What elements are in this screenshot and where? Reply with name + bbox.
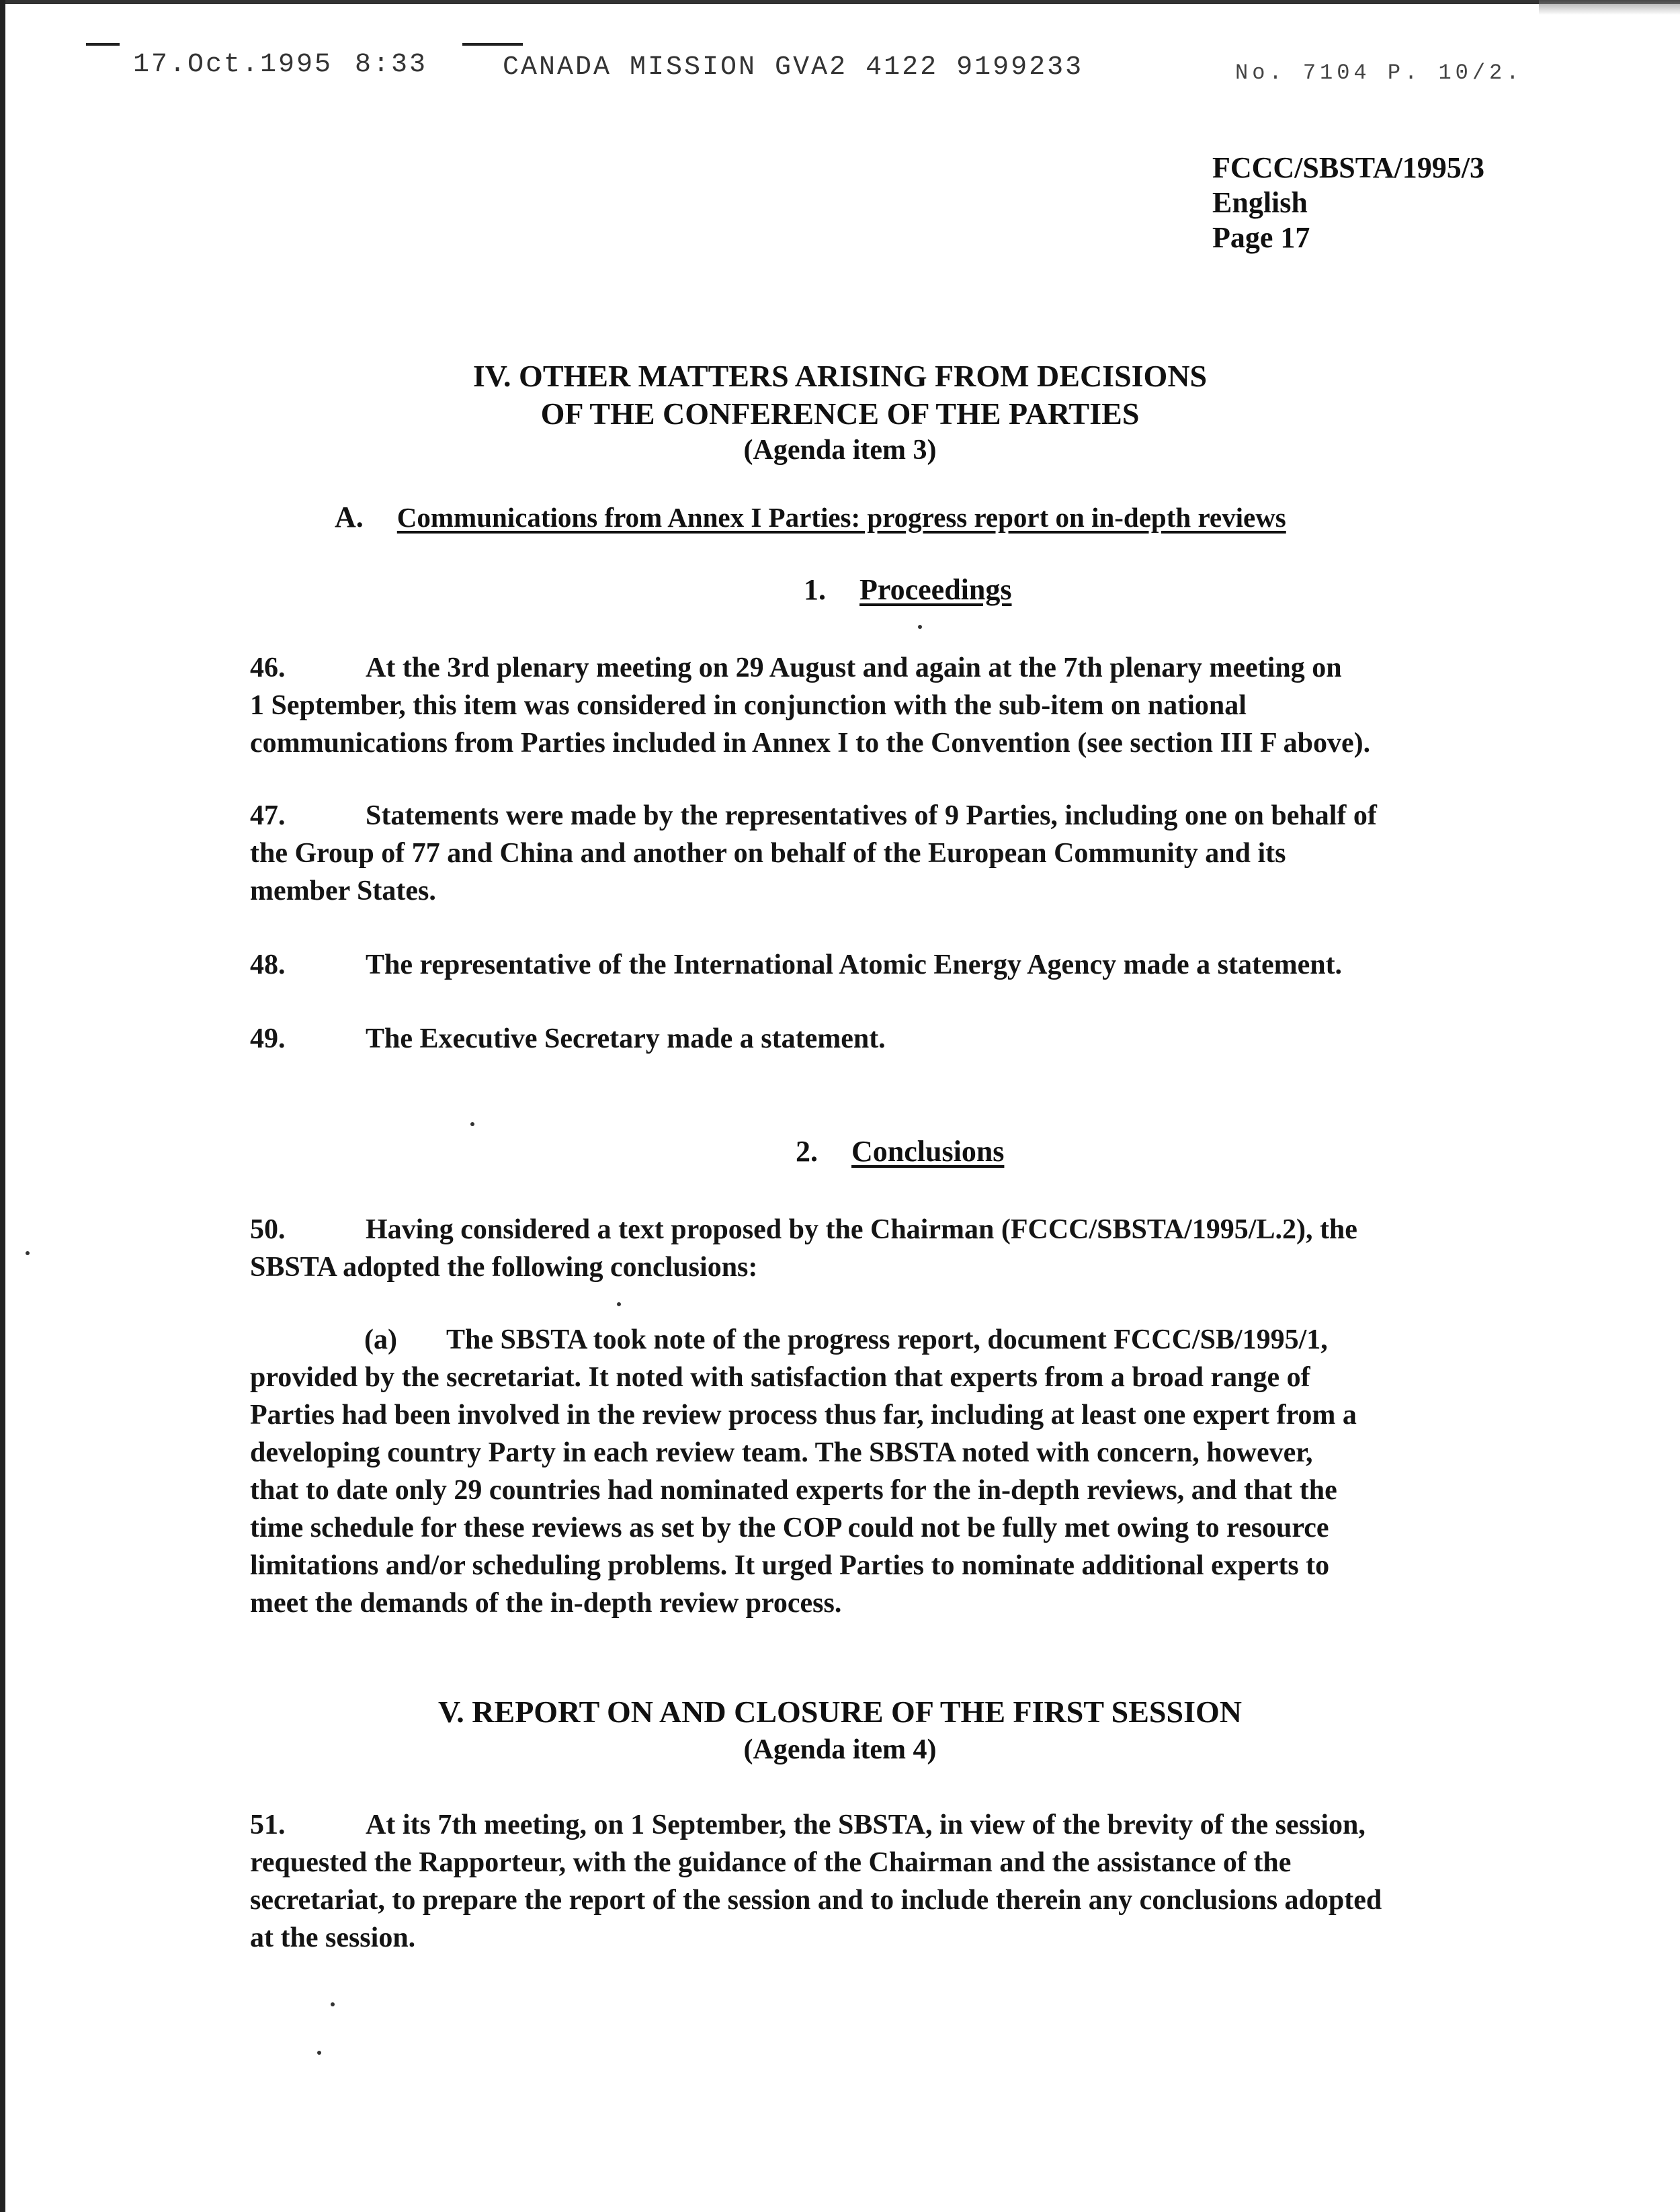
scan-corner-smudge — [1539, 0, 1680, 15]
document-reference — [1212, 151, 1484, 255]
document-symbol: FCCC/SBSTA/1995/3 — [1212, 151, 1485, 184]
fax-dash — [462, 43, 523, 46]
paragraph-line: limitations and/or scheduling problems. It urged Parties to nominate additional experts to — [250, 1550, 1330, 1581]
proceedings-title: Proceedings — [859, 573, 1012, 606]
subsection-a-title: Communications from Annex I Parties: progress report on in-depth reviews — [396, 502, 1286, 533]
paragraph-line: At its 7th meeting, on 1 September, the SBSTA, in view of the brevity of the session, — [366, 1810, 1366, 1840]
paragraph-line: time schedule for these reviews as set by the COP could not be fully met owing to resource — [250, 1513, 1329, 1543]
scan-speck — [470, 1122, 474, 1126]
paragraph-line: the Group of 77 and China and another on behalf of the European Community and its — [250, 838, 1286, 869]
scan-speck — [617, 1302, 621, 1306]
paragraph-line: Having considered a text proposed by the Chairman (FCCC/SBSTA/1995/L.2), the — [366, 1214, 1357, 1245]
fax-header — [86, 43, 1538, 90]
paragraph-47 — [250, 797, 1567, 910]
paragraph-line: meet the demands of the in-depth review process. — [250, 1588, 842, 1619]
paragraph-line: provided by the secretariat. It noted with satisfaction that experts from a broad range of — [250, 1362, 1310, 1393]
conclusions-number: 2. — [796, 1135, 818, 1168]
fax-date: 17.Oct.1995 — [133, 50, 333, 80]
document-page-number: Page 17 — [1212, 221, 1310, 254]
section-v-agenda: (Agenda item 4) — [743, 1734, 937, 1765]
scan-speck — [317, 2051, 321, 2055]
section-iv-title-line2: OF THE CONFERENCE OF THE PARTIES — [540, 396, 1140, 431]
section-iv-agenda: (Agenda item 3) — [743, 435, 937, 466]
paragraph-text: The Executive Secretary made a statement. — [366, 1023, 886, 1054]
paragraph-text: The representative of the International Atomic Energy Agency made a statement. — [366, 949, 1343, 980]
paragraph-50 — [250, 1211, 1567, 1286]
paragraph-51 — [250, 1806, 1567, 1957]
paragraph-49 — [250, 1020, 1567, 1058]
subsection-a-heading — [335, 500, 1286, 534]
paragraph-48 — [250, 946, 1567, 984]
fax-dash — [86, 43, 120, 46]
section-iv-title-line1: IV. OTHER MATTERS ARISING FROM DECISIONS — [472, 359, 1208, 393]
fax-time: 8:33 — [355, 50, 428, 80]
paragraph-line: developing country Party in each review team. The SBSTA noted with concern, however, — [250, 1437, 1313, 1468]
paragraph-line: Statements were made by the representatives of 9 Parties, including one on behalf of — [366, 800, 1377, 831]
conclusions-title: Conclusions — [851, 1135, 1005, 1168]
conclusions-heading — [796, 1134, 1004, 1168]
paragraph-line: 1 September, this item was considered in conjunction with the sub-item on national — [250, 690, 1247, 721]
scan-top-edge — [0, 0, 1680, 4]
paragraph-number: 51. — [250, 1810, 286, 1840]
paragraph-line: communications from Parties included in Annex I to the Convention (see section III F above). — [250, 728, 1371, 759]
paragraph-line: member States. — [250, 876, 436, 906]
subsection-a-letter: A. — [335, 501, 364, 534]
section-v-title: V. REPORT ON AND CLOSURE OF THE FIRST SESSION — [438, 1695, 1242, 1729]
scan-left-edge — [0, 0, 5, 2212]
fax-page-number: No. 7104 P. 10/2. — [1235, 60, 1523, 85]
proceedings-heading — [804, 572, 1012, 607]
scan-speck — [26, 1251, 30, 1255]
paragraph-50a — [250, 1321, 1567, 1622]
paragraph-line: At the 3rd plenary meeting on 29 August and again at the 7th plenary meeting on — [366, 652, 1342, 683]
paragraph-line: at the session. — [250, 1922, 416, 1953]
paragraph-number: 50. — [250, 1214, 286, 1245]
scan-speck — [918, 625, 922, 629]
paragraph-number: 48. — [250, 949, 286, 980]
scan-speck — [331, 2002, 335, 2006]
paragraph-number: 46. — [250, 652, 286, 683]
paragraph-line: requested the Rapporteur, with the guidance of the Chairman and the assistance of the — [250, 1847, 1292, 1878]
sub-item-label: (a) — [364, 1324, 397, 1355]
paragraph-line: secretariat, to prepare the report of the session and to include therein any conclusions adopted — [250, 1885, 1382, 1916]
paragraph-number: 47. — [250, 800, 286, 831]
paragraph-46 — [250, 649, 1567, 762]
paragraph-line: SBSTA adopted the following conclusions: — [250, 1252, 758, 1283]
paragraph-line: The SBSTA took note of the progress report, document FCCC/SB/1995/1, — [446, 1324, 1328, 1355]
paragraph-number: 49. — [250, 1023, 286, 1054]
fax-sender: CANADA MISSION GVA2 4122 9199233 — [503, 52, 1084, 83]
proceedings-number: 1. — [804, 573, 826, 606]
paragraph-line: Parties had been involved in the review process thus far, including at least one expert from a — [250, 1400, 1357, 1431]
paragraph-line: that to date only 29 countries had nominated experts for the in-depth reviews, and that the — [250, 1475, 1337, 1506]
document-language: English — [1212, 186, 1308, 219]
